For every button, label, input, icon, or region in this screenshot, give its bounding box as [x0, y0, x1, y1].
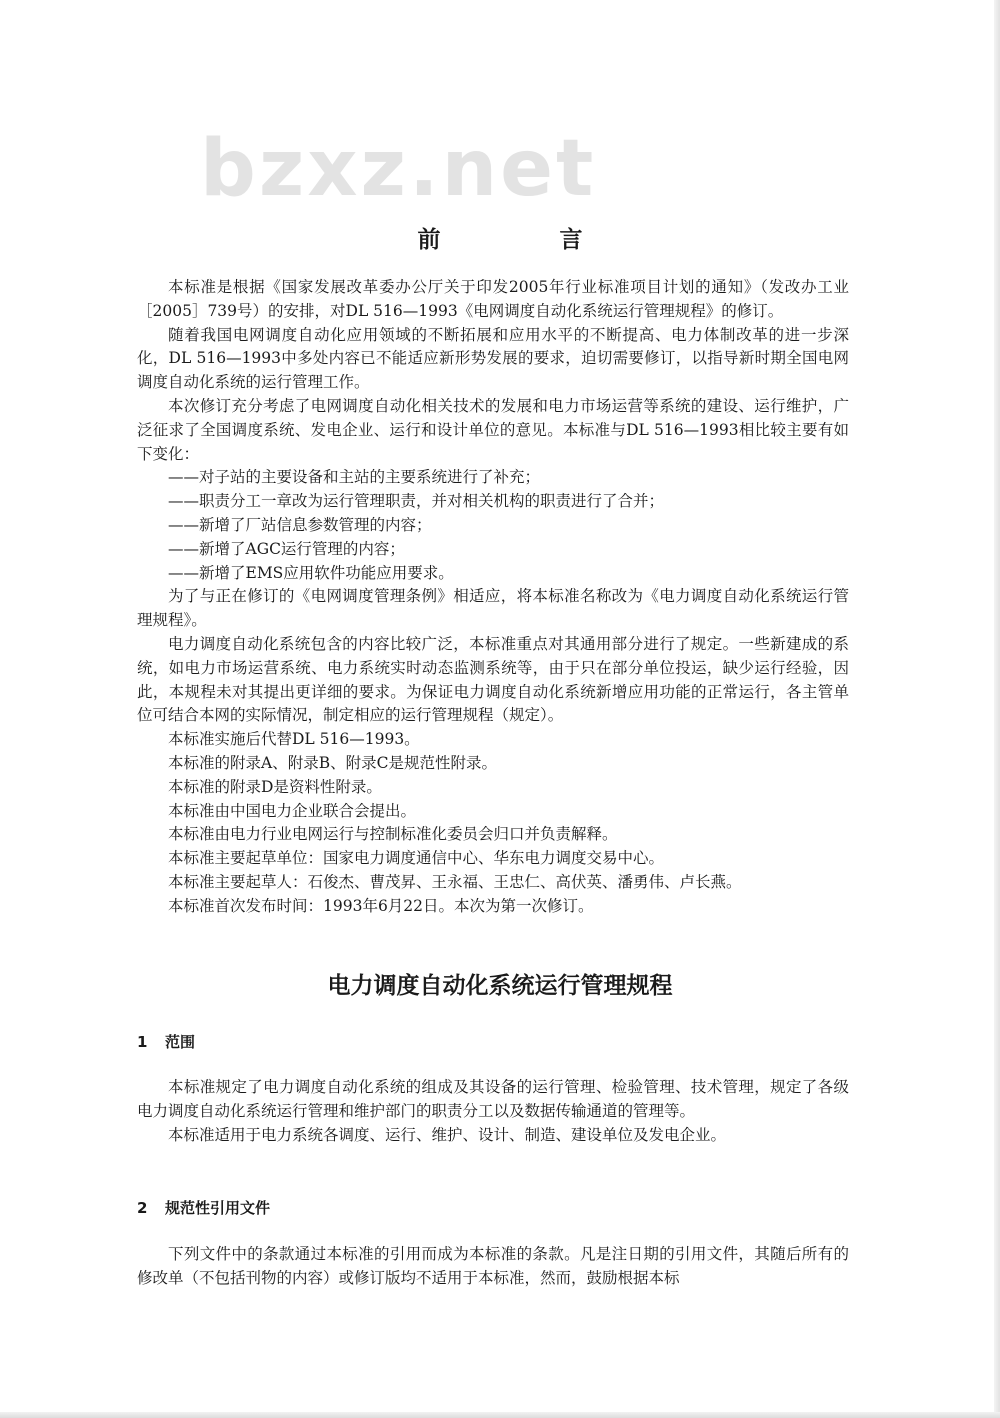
foreword-paragraph: 本标准是根据《国家发展改革委办公厅关于印发2005年行业标准项目计划的通知》（发改办工业［2005］739号）的安排，对DL 516—1993《电网调度自动化系统运行管理规程》的修订。: [137, 278, 849, 320]
section-title: 范围: [165, 1033, 196, 1051]
foreword-paragraph: 本标准由电力行业电网运行与控制标准化委员会归口并负责解释。: [168, 825, 618, 844]
foreword-paragraph: 本标准的附录A、附录B、附录C是规范性附录。: [168, 753, 497, 772]
section-number: 1: [137, 1033, 148, 1051]
change-list-item: ——对子站的主要设备和主站的主要系统进行了补充；: [168, 468, 541, 487]
section-paragraph: 下列文件中的条款通过本标准的引用而成为本标准的条款。凡是注日期的引用文件，其随后所有的修改单（不包括刊物的内容）或修订版均不适用于本标准，然而，鼓励根据本标: [137, 1245, 849, 1287]
foreword-paragraph: 本标准主要起草单位：国家电力调度通信中心、华东电力调度交易中心。: [168, 849, 665, 868]
foreword-paragraph: 本标准由中国电力企业联合会提出。: [168, 801, 417, 820]
foreword-title: 前 言: [417, 227, 631, 253]
foreword-paragraph: 电力调度自动化系统包含的内容比较广泛，本标准重点对其通用部分进行了规定。一些新建成的系统，如电力市场运营系统、电力系统实时动态监测系统等，由于只在部分单位投运，缺少运行经验，因此，本规程未对其提出更详细的要求。为保证电力调度自动化系统新增应用功能的正常运行，各主管单位可结合本网的实际情况，制定相应的运行管理规程（规定）。: [137, 634, 849, 725]
section-heading-scope: [137, 1030, 195, 1054]
foreword-paragraph: 本标准首次发布时间：1993年6月22日。本次为第一次修订。: [168, 896, 594, 915]
change-list-item: ——职责分工一章改为运行管理职责，并对相关机构的职责进行了合并；: [168, 492, 665, 511]
section-title: 规范性引用文件: [165, 1199, 271, 1217]
watermark: bzxz.net: [200, 124, 597, 214]
section-number: 2: [137, 1199, 148, 1217]
page-edge-shadow: [994, 0, 1000, 1418]
foreword-paragraph: 随着我国电网调度自动化应用领域的不断拓展和应用水平的不断提高、电力体制改革的进一步深化，DL 516—1993中多处内容已不能适应新形势发展的要求，迫切需要修订，以指导新时期全国电网调度自动化系统的运行管理工作。: [137, 325, 849, 392]
section-body-normative-references: [137, 1243, 849, 1291]
section-paragraph: 本标准适用于电力系统各调度、运行、维护、设计、制造、建设单位及发电企业。: [168, 1125, 727, 1144]
change-list-item: ——新增了EMS应用软件功能应用要求。: [168, 563, 454, 582]
section-body-scope: [137, 1076, 849, 1147]
standard-title: 电力调度自动化系统运行管理规程: [327, 973, 673, 999]
section-paragraph: 本标准规定了电力调度自动化系统的组成及其设备的运行管理、检验管理、技术管理，规定了各级电力调度自动化系统运行管理和维护部门的职责分工以及数据传输通道的管理等。: [137, 1078, 849, 1120]
foreword-paragraph: 本次修订充分考虑了电网调度自动化相关技术的发展和电力市场运营等系统的建设、运行维护，广泛征求了全国调度系统、发电企业、运行和设计单位的意见。本标准与DL 516—1993相比较主要有如下变化：: [137, 396, 849, 463]
foreword-paragraph: 本标准实施后代替DL 516—1993。: [168, 730, 420, 749]
foreword-paragraph: 本标准的附录D是资料性附录。: [168, 777, 382, 796]
change-list-item: ——新增了AGC运行管理的内容；: [168, 539, 405, 558]
section-heading-normative-references: [137, 1196, 270, 1220]
foreword-body: [137, 276, 849, 919]
foreword-paragraph: 本标准主要起草人：石俊杰、曹茂昇、王永福、王忠仁、高伏英、潘勇伟、卢长燕。: [168, 872, 742, 891]
change-list-item: ——新增了厂站信息参数管理的内容；: [168, 515, 432, 534]
page-bottom-shadow: [0, 1412, 1000, 1418]
foreword-paragraph: 为了与正在修订的《电网调度管理条例》相适应，将本标准名称改为《电力调度自动化系统运行管理规程》。: [137, 587, 849, 630]
